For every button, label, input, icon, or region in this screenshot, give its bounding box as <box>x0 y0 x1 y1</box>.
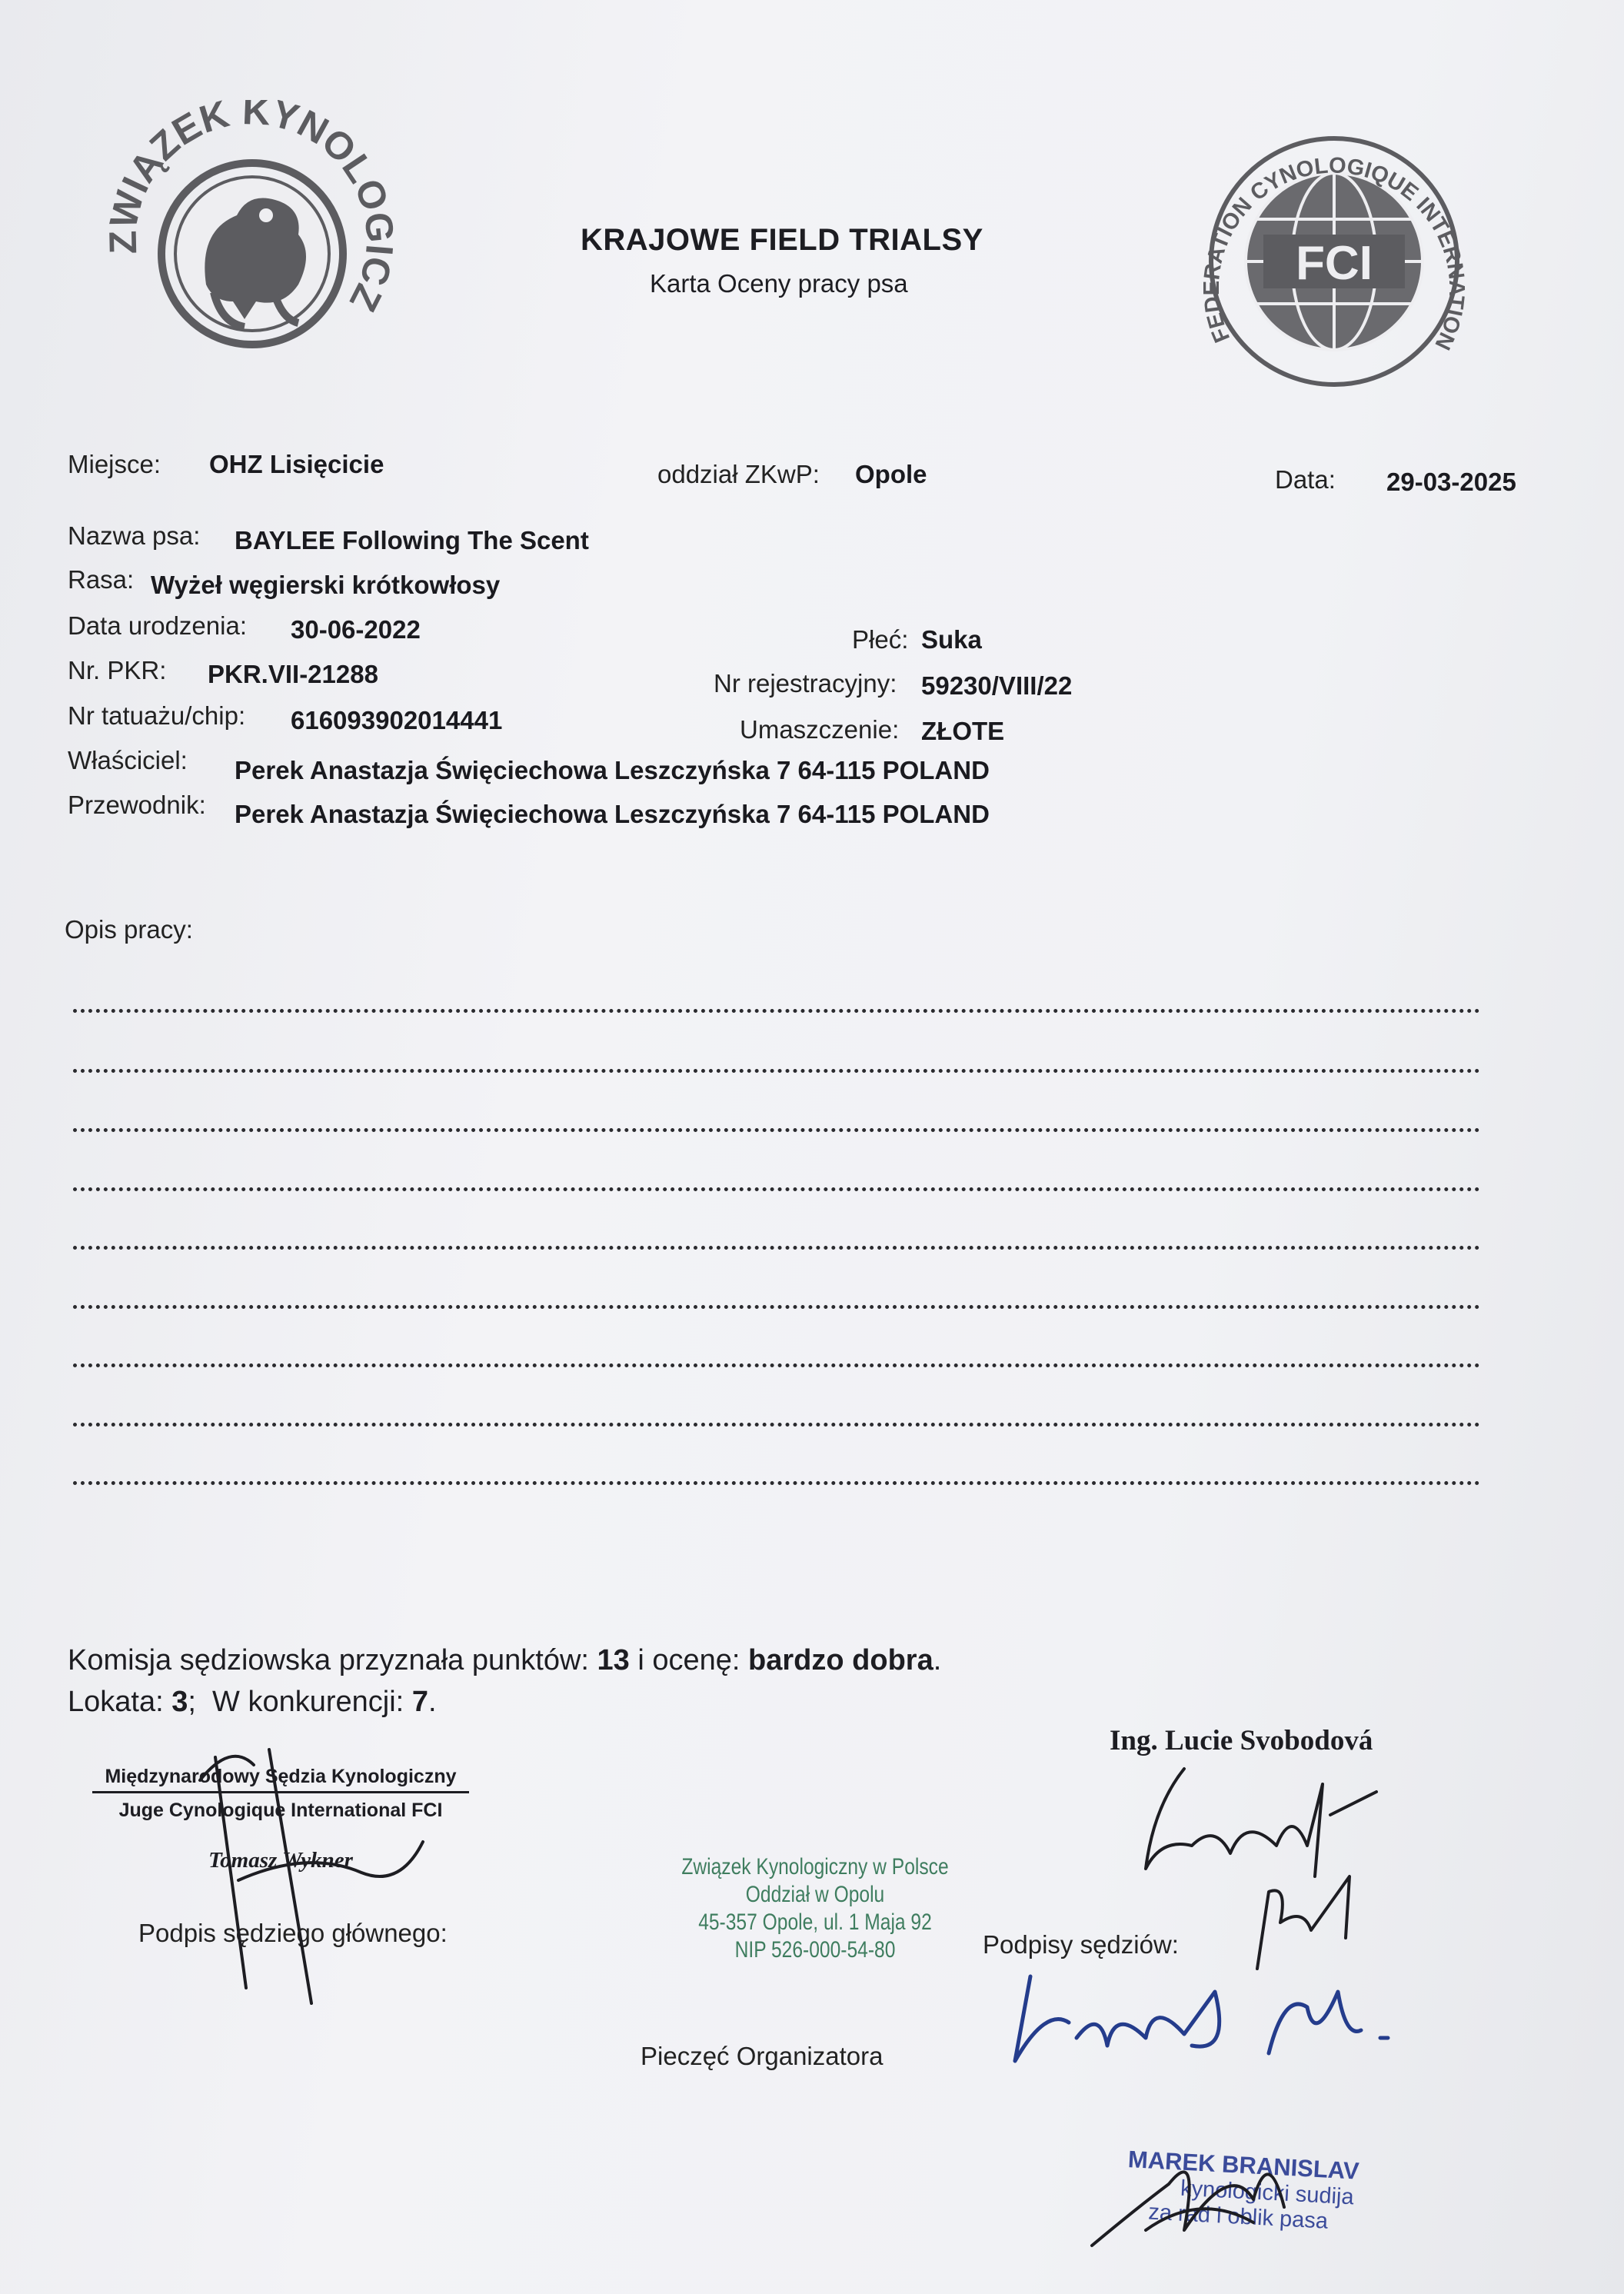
place-value: OHZ Lisięcicie <box>209 450 384 478</box>
description-line <box>73 1481 1480 1485</box>
sex-label: Płeć: <box>852 625 909 654</box>
period: . <box>428 1686 437 1718</box>
place-label: Miejsce: <box>68 450 161 478</box>
description-line <box>73 1069 1480 1073</box>
dog-name-value: BAYLEE Following The Scent <box>235 526 589 554</box>
zkwp-logo-text: ZWIĄZEK KYNOLOGICZ <box>101 100 402 318</box>
dog-name-label: Nazwa psa: <box>68 521 201 550</box>
grade-prefix: i ocenę: <box>637 1644 740 1676</box>
breed-value: Wyżeł węgierski krótkowłosy <box>151 571 501 599</box>
fci-logo-letters: FCI <box>1296 237 1373 290</box>
branch-value: Opole <box>855 460 927 488</box>
competition-label: W konkurencji: <box>212 1686 404 1718</box>
description-line <box>73 1128 1480 1132</box>
description-line <box>73 1246 1480 1250</box>
organizer-stamp-line2: Oddział w Opolu <box>745 1882 885 1907</box>
chip-label: Nr tatuażu/chip: <box>68 701 246 730</box>
work-description-label: Opis pracy: <box>65 915 193 944</box>
pkr-value: PKR.VII-21288 <box>208 660 378 688</box>
document-subtitle: Karta Oceny pracy psa <box>650 269 908 298</box>
grade-suffix: . <box>933 1644 942 1676</box>
placement-line: Lokata: 3; W konkurencji: 7. <box>68 1686 437 1718</box>
place-value: 3 <box>171 1686 188 1718</box>
head-judge-signature-label: Podpis sędziego głównego: <box>138 1919 448 1947</box>
organizer-stamp-line4: NIP 526-000-54-80 <box>734 1937 896 1963</box>
sex-value: Suka <box>921 625 982 654</box>
date-value: 29-03-2025 <box>1386 468 1516 496</box>
grade-value: bardzo dobra <box>748 1644 933 1676</box>
color-value: ZŁOTE <box>921 717 1005 745</box>
judge-signature-3 <box>1000 1961 1399 2076</box>
fci-ring-text: FEDERATION CYNOLOGIQUE INTERNATION <box>1199 153 1469 354</box>
description-line <box>73 1423 1480 1427</box>
organizer-stamp-line3: 45-357 Opole, ul. 1 Maja 92 <box>698 1909 932 1935</box>
branch-label: oddział ZKwP: <box>657 460 820 488</box>
owner-label: Właściciel: <box>68 746 188 774</box>
head-judge-title-2: Juge Cynologique International FCI <box>118 1800 443 1821</box>
zkwp-logo <box>91 100 421 377</box>
description-line <box>73 1363 1480 1367</box>
description-line <box>73 1305 1480 1309</box>
description-line <box>73 1187 1480 1191</box>
place-label: Lokata: <box>68 1686 164 1718</box>
description-line <box>73 1009 1480 1013</box>
organizer-label: Pieczęć Organizatora <box>641 2042 884 2070</box>
date-label: Data: <box>1275 465 1336 494</box>
head-judge-signature <box>169 1734 446 2011</box>
judge-stamp-line1: MAREK BRANISLAV <box>1127 2146 1360 2185</box>
fci-logo <box>1180 135 1488 388</box>
birth-date-label: Data urodzenia: <box>68 611 247 640</box>
judge-stamp-line2: kynologicki sudija <box>1180 2176 1355 2210</box>
judge-signature-branislav <box>1077 2115 1353 2253</box>
breed-label: Rasa: <box>68 565 135 594</box>
head-judge-name: Tomasz Wykner <box>208 1848 353 1873</box>
judge-stamp-line3: za rad i oblik pasa <box>1147 2199 1329 2234</box>
judges-signature-label: Podpisy sędziów: <box>983 1930 1179 1959</box>
handler-label: Przewodnik: <box>68 791 206 819</box>
judge-signature-2 <box>1242 1861 1373 1976</box>
registration-label: Nr rejestracyjny: <box>714 669 897 698</box>
pkr-label: Nr. PKR: <box>68 656 167 684</box>
birth-date-value: 30-06-2022 <box>291 615 421 644</box>
handler-value: Perek Anastazja Święciechowa Leszczyńska 7 64-115 POLAND <box>235 800 990 828</box>
points-prefix: Komisja sędziowska przyznała punktów: <box>68 1644 589 1676</box>
organizer-stamp-line1: Związek Kynologiczny w Polsce <box>681 1854 949 1879</box>
owner-value: Perek Anastazja Święciechowa Leszczyńska 7 64-115 POLAND <box>235 756 990 784</box>
chip-value: 616093902014441 <box>291 706 503 734</box>
color-label: Umaszczenie: <box>740 715 900 744</box>
judge-name: Ing. Lucie Svobodová <box>1110 1725 1373 1756</box>
registration-value: 59230/VIII/22 <box>921 671 1073 700</box>
result-line <box>68 1644 941 1677</box>
head-judge-title-1: Międzynarodowy Sędzia Kynologiczny <box>92 1766 469 1793</box>
points-value: 13 <box>597 1644 630 1676</box>
competition-value: 7 <box>411 1686 428 1718</box>
document-title: KRAJOWE FIELD TRIALSY <box>581 223 983 257</box>
organizer-stamp <box>670 1853 960 1964</box>
